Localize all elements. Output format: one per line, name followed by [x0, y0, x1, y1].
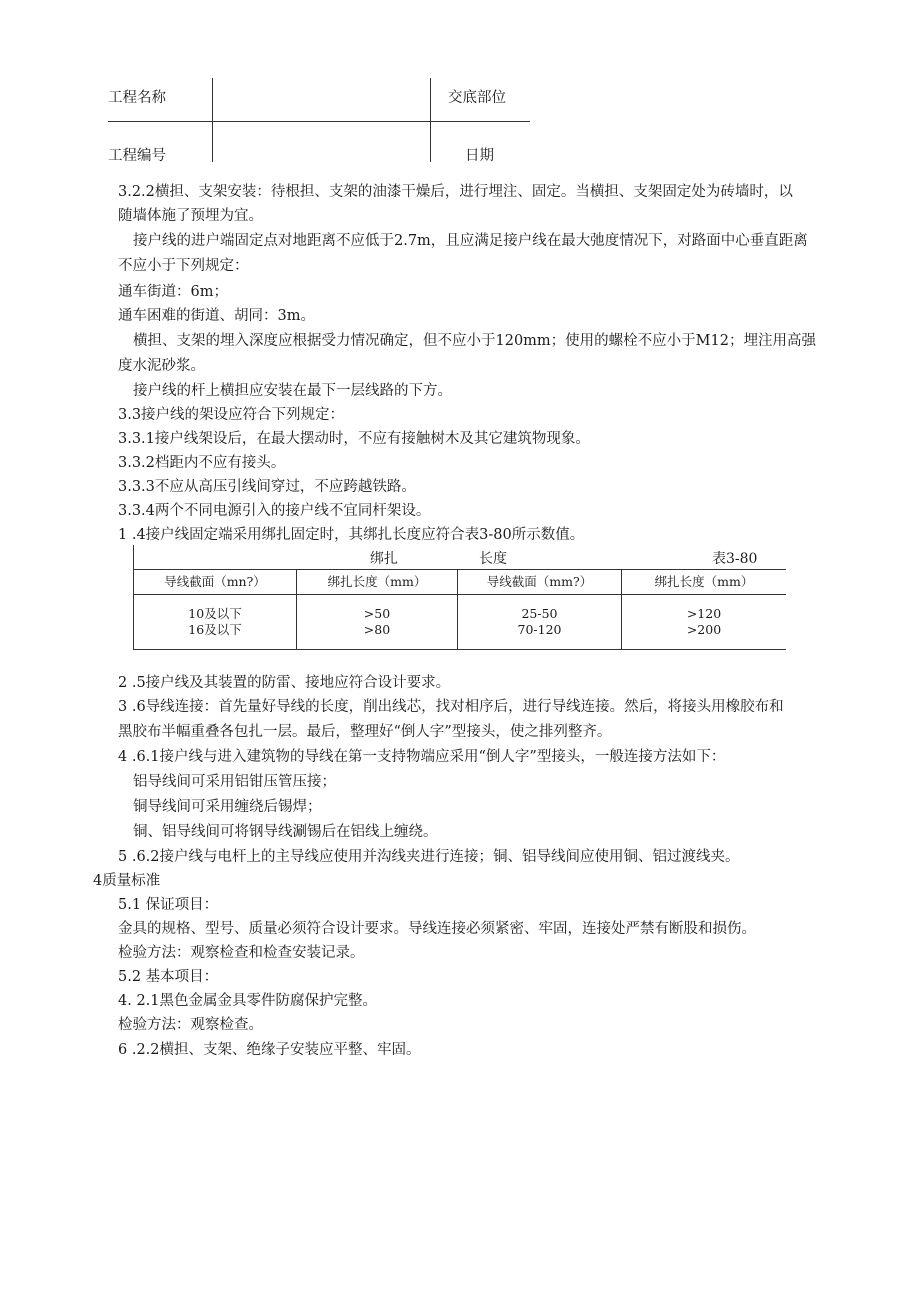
table-header-cell: 绑扎长度（mm）: [622, 570, 787, 595]
table-cell: [458, 595, 622, 650]
paragraph-line: 金具的规格、型号、质量必须符合设计要求。导线连接必须紧密、牢固，连接处严禁有断股和损伤。: [118, 921, 756, 937]
paragraph-line: 通车街道：6m；: [118, 284, 228, 300]
paragraph-line: 6 .2.2横担、支架、绝缘子安装应平整、牢固。: [118, 1042, 421, 1058]
paragraph-line: 3.3.2档距内不应有接头。: [118, 455, 286, 471]
paragraph-line: 5 .6.2接户线与电杆上的主导线应使用并沟线夹进行连接；铜、铝导线间应使用铜、铝过渡线夹。: [118, 849, 740, 865]
paragraph-line: 1 .4接户线固定端采用绑扎固定时，其绑扎长度应符合表3-80所示数值。: [118, 527, 585, 543]
header-form: [108, 78, 530, 162]
subsection-heading: 5.2 基本项目：: [118, 969, 219, 985]
table-cell: [297, 595, 458, 650]
paragraph-line: 铝导线间可采用铝钳压管压接；: [133, 774, 336, 790]
paragraph-line: 4 .6.1接户线与进入建筑物的导线在第一支持物端应采用“倒人字”型接头，一般连接方法如下：: [118, 749, 726, 765]
paragraph-line: 检验方法：观察检查和检查安装记录。: [118, 945, 365, 961]
paragraph-line: 度水泥砂浆。: [118, 358, 205, 374]
table-row: [134, 595, 787, 650]
header-rule: [108, 121, 530, 122]
handover-part-label: 交底部位: [448, 90, 506, 106]
paragraph-line: 接户线的杆上横担应安装在最下一层线路的下方。: [133, 383, 452, 399]
date-label: 日期: [465, 148, 494, 164]
table-caption: 长度: [479, 551, 507, 567]
table-cell: [134, 595, 297, 650]
paragraph-line: 2 .5接户线及其装置的防雷、接地应符合设计要求。: [118, 675, 451, 691]
section-heading: 3.3接户线的架设应符合下列规定：: [118, 407, 345, 423]
cell-value: >80: [363, 622, 391, 637]
paragraph-line: 3.3.4两个不同电源引入的接户线不宜同杆架设。: [118, 503, 431, 519]
project-name-label: 工程名称: [108, 90, 166, 106]
header-divider: [212, 78, 213, 162]
paragraph-line: 3.3.1接户线架设后，在最大摆动时，不应有接触树木及其它建筑物现象。: [118, 431, 590, 447]
paragraph-line: 不应小于下列规定：: [118, 258, 249, 274]
cell-value: 25-50: [521, 606, 558, 621]
table-header-row: [134, 570, 787, 595]
paragraph-line: 3 .6导线连接：首先量好导线的长度，削出线芯，找对相序后，进行导线连接。然后，将接头用橡胶布和: [118, 699, 784, 715]
paragraph-line: 横担、支架的埋入深度应根据受力情况确定，但不应小于120mm；使用的螺栓不应小于M12；埋注用高强: [133, 333, 816, 349]
paragraph-line: 通车困难的街道、胡同：3m。: [118, 308, 315, 324]
cell-value: >120: [686, 606, 722, 621]
table-number: 表3-80: [712, 551, 758, 567]
binding-length-table: [133, 545, 786, 649]
paragraph-line: 检验方法：观察检查。: [118, 1017, 263, 1033]
table-grid: [133, 569, 786, 650]
paragraph-line: 3.3.3不应从高压引线间穿过，不应跨越铁路。: [118, 479, 416, 495]
paragraph-line: 黑胶布半幅重叠各包扎一层。最后，整理好“倒人字”型接头，使之排列整齐。: [118, 724, 612, 740]
table-header-cell: 绑扎长度（mm）: [297, 570, 458, 595]
cell-value: >200: [686, 622, 722, 637]
cell-value: 70-120: [517, 622, 562, 637]
paragraph-line: 铜、铝导线间可将钢导线涮锡后在铝线上缠绕。: [133, 824, 438, 840]
paragraph-line: 随墙体施了预埋为宜。: [118, 208, 263, 224]
table-caption-row: [133, 545, 787, 569]
paragraph-line: 3.2.2横担、支架安装：待根担、支架的油漆干燥后，进行埋注、固定。当横担、支架固定处为砖墙时，以: [118, 184, 793, 200]
table-caption: 绑扎: [370, 551, 398, 567]
table-header-cell: 导线截面（mn?）: [134, 570, 297, 595]
table-cell: [622, 595, 787, 650]
header-divider: [430, 78, 431, 162]
section-heading: 4质量标准: [93, 873, 161, 889]
paragraph-line: 接户线的进户端固定点对地距离不应低于2.7m，且应满足接户线在最大弛度情况下，对路面中心垂直距离: [133, 233, 808, 249]
project-no-label: 工程编号: [108, 148, 166, 164]
paragraph-line: 铜导线间可采用缠绕后锡焊；: [133, 799, 322, 815]
cell-value: 16及以下: [188, 622, 242, 637]
subsection-heading: 5.1 保证项目：: [118, 897, 219, 913]
cell-value: 10及以下: [188, 606, 242, 621]
cell-value: >50: [363, 606, 391, 621]
table-header-cell: 导线截面（mm?）: [458, 570, 622, 595]
paragraph-line: 4. 2.1黑色金属金具零件防腐保护完整。: [118, 993, 378, 1009]
